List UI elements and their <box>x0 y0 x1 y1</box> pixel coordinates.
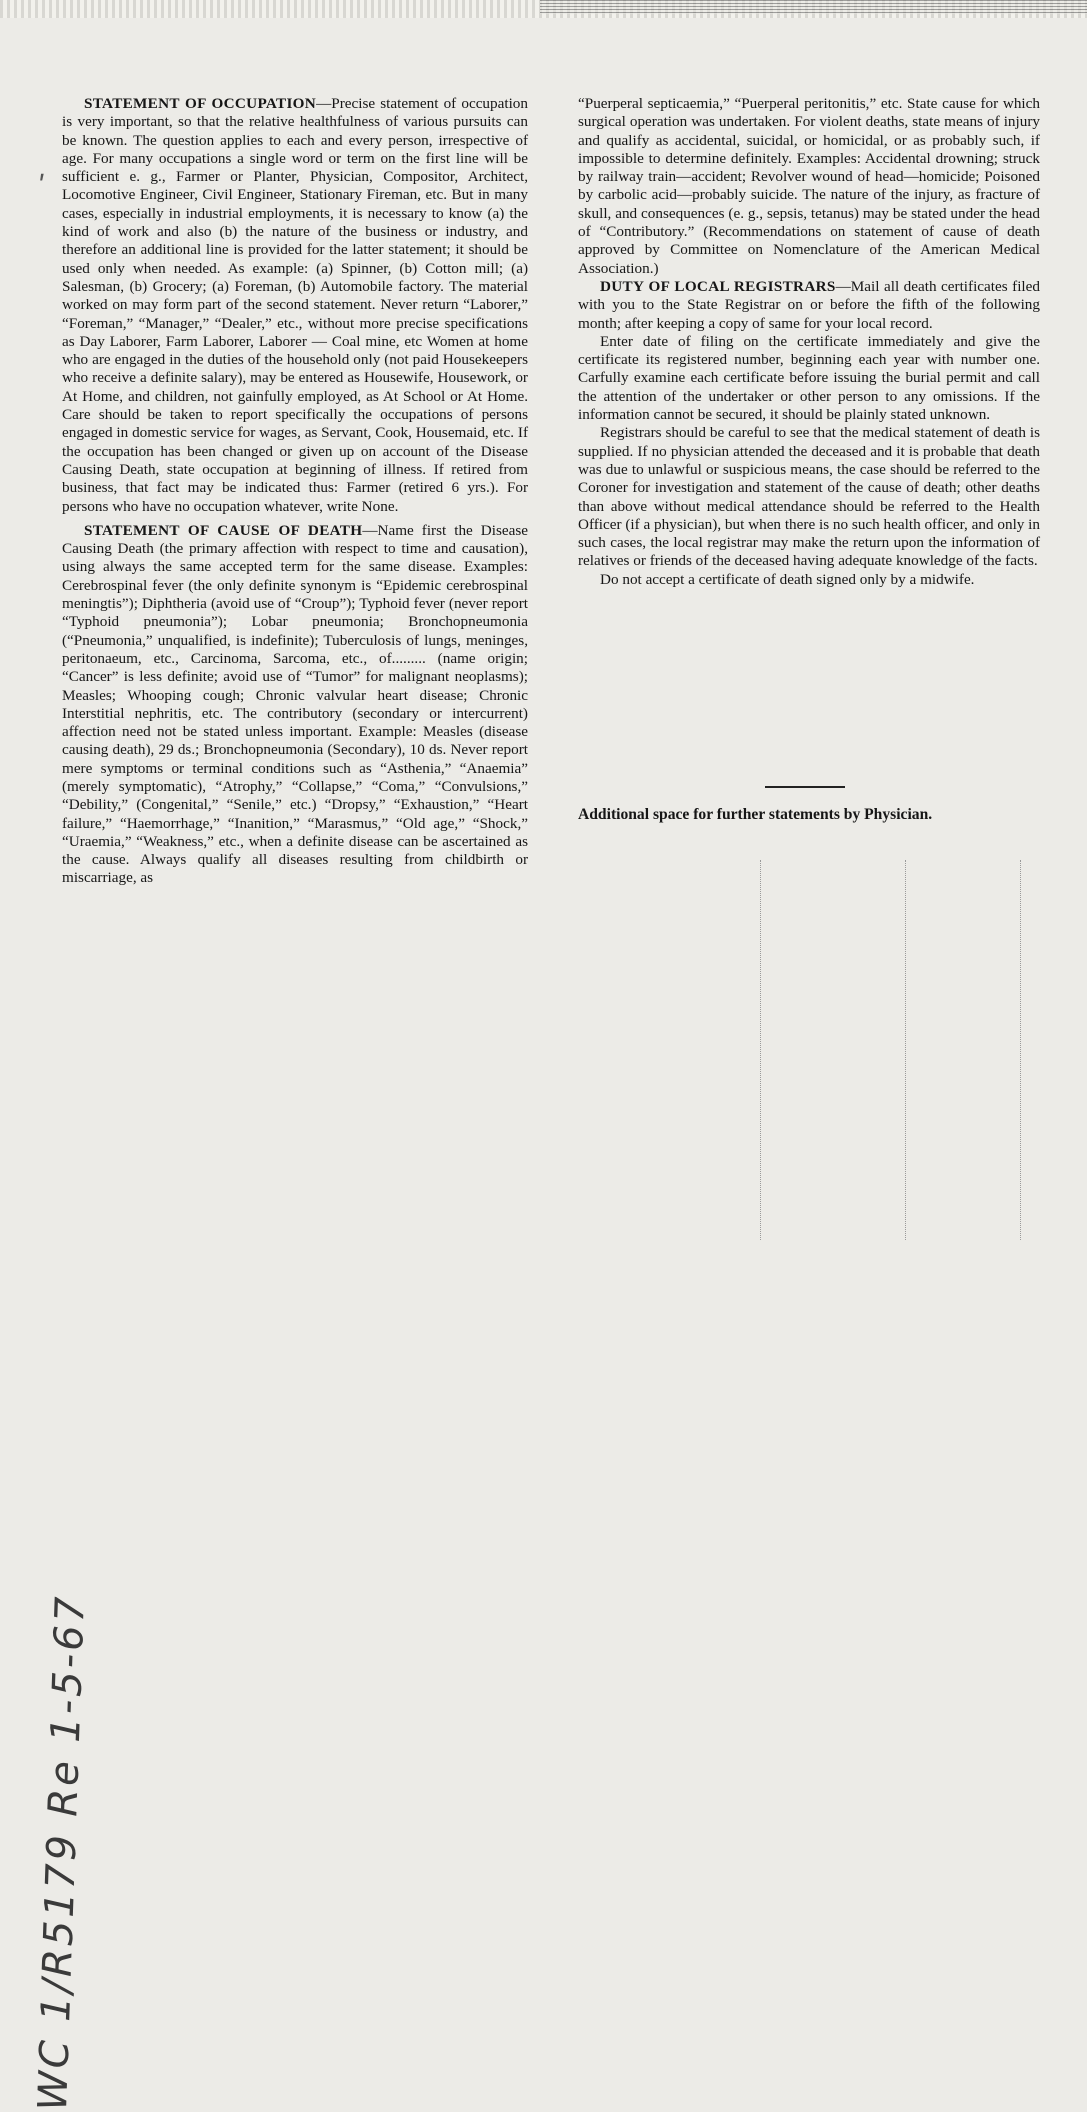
midwife-paragraph: Do not accept a certificate of death signed only by a midwife. <box>600 570 975 588</box>
margin-tick-mark: ʹ <box>38 170 46 203</box>
duty-text: —Mail all death certificates filed with you to the State Registrar on or before the fifth of the following month; after keeping a copy of same for your local record. <box>578 277 1040 332</box>
cause-heading: STATEMENT OF CAUSE OF DEATH <box>84 521 363 539</box>
right-column <box>578 95 1040 589</box>
occupation-text: —Precise statement of occupation is very important, so that the relative healthfulness of various pursuits can be known. The question applies to each and every person, irrespective of age. For many occupations a single word or term on the first line will be sufficient e. g., Farmer or Planter, Physician, Compositor, Architect, Locomotive Engineer, Civil Engineer, Stationary Fireman, etc. But in many cases, especially in industrial employments, it is necessary to know (a) the kind of work and also (b) the nature of the business or industry, and therefore an additional line is provided for the latter statement; it should be used only when needed. As example: (a) Spinner, (b) Cotton mill; (a) Salesman, (b) Grocery; (a) Foreman, (b) Automobile factory. The material worked on may form part of the second statement. Never return “Laborer,” “Foreman,” “Manager,” “Dealer,” etc., without more precise specifications as Day Laborer, Farm Laborer, Laborer — Coal mine, etc Women at home who are engaged in the duties of the household only (not paid Housekeepers who receive a definite salary), may be entered as Housewife, Housework, or At Home, and children, not gainfully employed, as At School or At Home. Care should be taken to report specifically the occupations of persons engaged in domestic service for wages, as Servant, Cook, Housemaid, etc. If the occupation has been changed or given up on account of the Disease Causing Death, state occupation at beginning of illness. If retired from business, that fact may be indicated thus: Farmer (retired 6 yrs.). For persons who have no occupation whatever, write None. <box>62 95 528 515</box>
cause-continued-paragraph: “Puerperal septicaemia,” “Puerperal peritonitis,” etc. State cause for which surgical operation was undertaken. For violent deaths, state means of injury and qualify as accidental, suicidal, or homicidal, or as probably such, if impossible to determine definitely. Examples: Accidental drowning; struck by railway train—accident; Revolver wound of head—homicide; Poisoned by carbolic acid—probably suicide. The nature of the injury, as fracture of skull, and consequences (e. g., sepsis, tetanus) may be stated under the head of “Contributory.” (Recommendations on statement of cause of death approved by Committee on Nomenclature of the American Medical Association.) <box>578 95 1040 277</box>
duty-heading: DUTY OF LOCAL REGISTRARS <box>600 277 836 295</box>
duty-paragraph <box>578 278 1040 333</box>
registrars-paragraph: Registrars should be careful to see that the medical statement of death is supplied. If no physician attended the deceased and it is probable that death was due to unlawful or suspicious means, the case should be referred to the Coroner for investigation and statement of the cause of death; other deaths than above without medical attendance should be referred to the Health Officer (if a physician), but when there is no such health officer, and only in such cases, the local registrar may make the return upon the information of relatives or friends of the deceased having adequate knowledge of the facts. <box>578 424 1040 570</box>
filing-paragraph: Enter date of filing on the certificate immediately and give the certificate its registered number, beginning each year with number one. Carfully examine each certificate before issuing the burial permit and call the attention of the undertaker or other person to any omissions. If the information cannot be secured, it should be plainly stated unknown. <box>578 332 1040 424</box>
handwritten-annotation-text: WC 1/R5179 Re 1-5-67 <box>30 1593 95 2112</box>
left-column <box>62 95 528 888</box>
occupation-heading: STATEMENT OF OCCUPATION <box>84 95 317 112</box>
handwritten-annotation <box>0 900 95 2112</box>
scan-edge-lines <box>540 0 1087 14</box>
faint-column-line <box>760 860 761 1240</box>
occupation-paragraph <box>62 95 528 516</box>
section-divider <box>765 786 845 788</box>
cause-text: —Name first the Disease Causing Death (the primary affection with respect to time and causation), using always the same accepted term for the same disease. Examples: Cerebrospinal fever (the only definite synonym is “Epidemic cerebrospinal meningtis”); Diphtheria (avoid use of “Croup”); Typhoid fever (never report “Typhoid pneumonia”); Lobar pneumonia; Bronchopneumonia (“Pneumonia,” unqualified, is indefinite); Tuberculosis of lungs, meninges, peritonaeum, etc., Carcinoma, Sarcoma, etc., of......... (name origin; “Cancer” is less definite; avoid use of “Tumor” for malignant neoplasms); Measles; Whooping cough; Chronic valvular heart disease; Chronic Interstitial nephritis, etc. The contributory (secondary or intercurrent) affection need not be stated unless important. Example: Measles (disease causing death), 29 ds.; Bronchopneumonia (Secondary), 10 ds. Never report mere symptoms or terminal conditions such as “Asthenia,” “Anaemia” (merely symptomatic), “Atrophy,” “Collapse,” “Coma,” “Convulsions,” “Debility,” (Congenital,” “Senile,” etc.) “Dropsy,” “Exhaustion,” “Heart failure,” “Haemorrhage,” “Inanition,” “Marasmus,” “Old age,” “Shock,” “Uraemia,” “Weakness,” etc., when a definite disease can be ascertained as the cause. Always qualify all diseases resulting from childbirth or miscarriage, as <box>62 521 529 887</box>
faint-column-line <box>905 860 906 1240</box>
faint-column-line <box>1020 860 1021 1240</box>
additional-space-label: Additional space for further statements by Physician. <box>578 806 933 823</box>
cause-paragraph <box>62 522 528 888</box>
